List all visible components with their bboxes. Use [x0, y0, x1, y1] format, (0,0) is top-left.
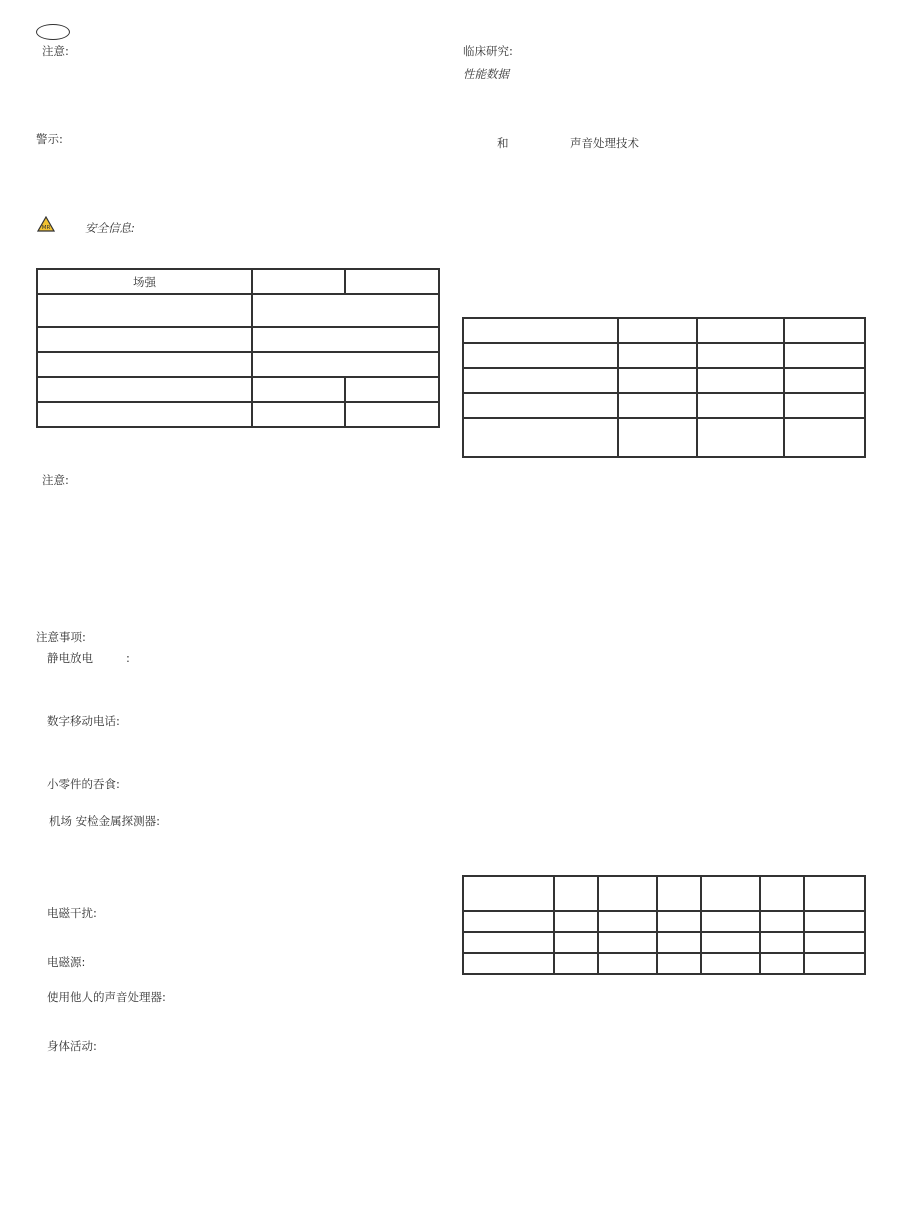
table-cell — [252, 269, 345, 294]
table-cell — [598, 932, 657, 953]
table-cell — [804, 953, 865, 974]
note-heading-1: 注意: — [42, 44, 69, 58]
table-cell — [760, 932, 804, 953]
others-processor-heading: 使用他人的声音处理器: — [47, 990, 166, 1004]
table-cell — [463, 368, 618, 393]
svg-text:MR: MR — [41, 225, 51, 231]
table-cell — [697, 343, 784, 368]
table-cell — [657, 876, 701, 911]
table-cell — [697, 368, 784, 393]
table-cell — [37, 402, 252, 427]
table-cell — [784, 418, 865, 457]
table-cell — [252, 294, 439, 327]
table-cell — [697, 418, 784, 457]
esd-colon: : — [126, 651, 130, 665]
table-cell — [760, 876, 804, 911]
table-cell — [37, 352, 252, 377]
table-cell — [804, 911, 865, 932]
performance-data-heading: 性能数据 — [463, 67, 509, 81]
and-text: 和 — [497, 136, 509, 150]
table-cell — [345, 377, 439, 402]
performance-table — [462, 317, 866, 458]
table-cell — [463, 393, 618, 418]
table-cell — [598, 876, 657, 911]
table-cell — [701, 876, 760, 911]
table-cell — [252, 377, 345, 402]
table-cell — [760, 911, 804, 932]
table-cell — [463, 953, 554, 974]
table-cell — [618, 318, 697, 343]
table-cell — [463, 418, 618, 457]
table-cell — [804, 876, 865, 911]
table-cell — [554, 911, 598, 932]
table-cell — [784, 368, 865, 393]
safety-heading: 安全信息: — [85, 221, 135, 235]
table-cell — [697, 393, 784, 418]
mr-conditional-icon — [37, 216, 55, 232]
esd-heading: 静电放电 — [47, 651, 93, 665]
results-table — [462, 875, 866, 975]
table-cell — [784, 343, 865, 368]
physical-activity-heading: 身体活动: — [47, 1039, 97, 1053]
table-cell — [554, 953, 598, 974]
mri-field-strength-table — [36, 268, 440, 428]
table-cell — [618, 393, 697, 418]
emi-heading: 电磁干扰: — [47, 906, 97, 920]
table-cell — [784, 393, 865, 418]
table-cell — [697, 318, 784, 343]
table-cell — [657, 953, 701, 974]
mobile-phone-heading: 数字移动电话: — [47, 714, 120, 728]
table-cell — [784, 318, 865, 343]
table-cell — [657, 932, 701, 953]
logo-oval — [36, 24, 70, 40]
table-cell — [37, 377, 252, 402]
table-cell — [618, 418, 697, 457]
table-cell — [345, 402, 439, 427]
table-cell — [463, 876, 554, 911]
table-cell — [463, 932, 554, 953]
table-cell — [657, 911, 701, 932]
warning-heading: 警示: — [36, 132, 63, 146]
table-cell — [463, 911, 554, 932]
table-cell — [618, 343, 697, 368]
table-cell — [252, 402, 345, 427]
table-cell — [463, 318, 618, 343]
table-cell — [804, 932, 865, 953]
clinical-study-heading: 临床研究: — [463, 44, 513, 58]
table-cell — [463, 343, 618, 368]
table-cell — [618, 368, 697, 393]
em-source-heading: 电磁源: — [47, 955, 86, 969]
note-heading-2: 注意: — [42, 473, 69, 487]
table-cell — [252, 352, 439, 377]
table-cell — [701, 953, 760, 974]
table-cell — [252, 327, 439, 352]
airport-detector-heading: 机场 安检金属探测器: — [49, 814, 161, 828]
precautions-heading: 注意事项: — [36, 630, 86, 644]
table-cell — [701, 932, 760, 953]
table-cell — [598, 953, 657, 974]
field-strength-header: 场强 — [37, 269, 252, 294]
table-cell — [37, 327, 252, 352]
table-cell — [760, 953, 804, 974]
small-parts-heading: 小零件的吞食: — [47, 777, 120, 791]
table-cell — [37, 294, 252, 327]
table-cell — [554, 876, 598, 911]
table-cell — [345, 269, 439, 294]
table-cell — [554, 932, 598, 953]
table-cell — [701, 911, 760, 932]
table-cell — [598, 911, 657, 932]
sound-processing-tech-text: 声音处理技术 — [570, 136, 639, 150]
